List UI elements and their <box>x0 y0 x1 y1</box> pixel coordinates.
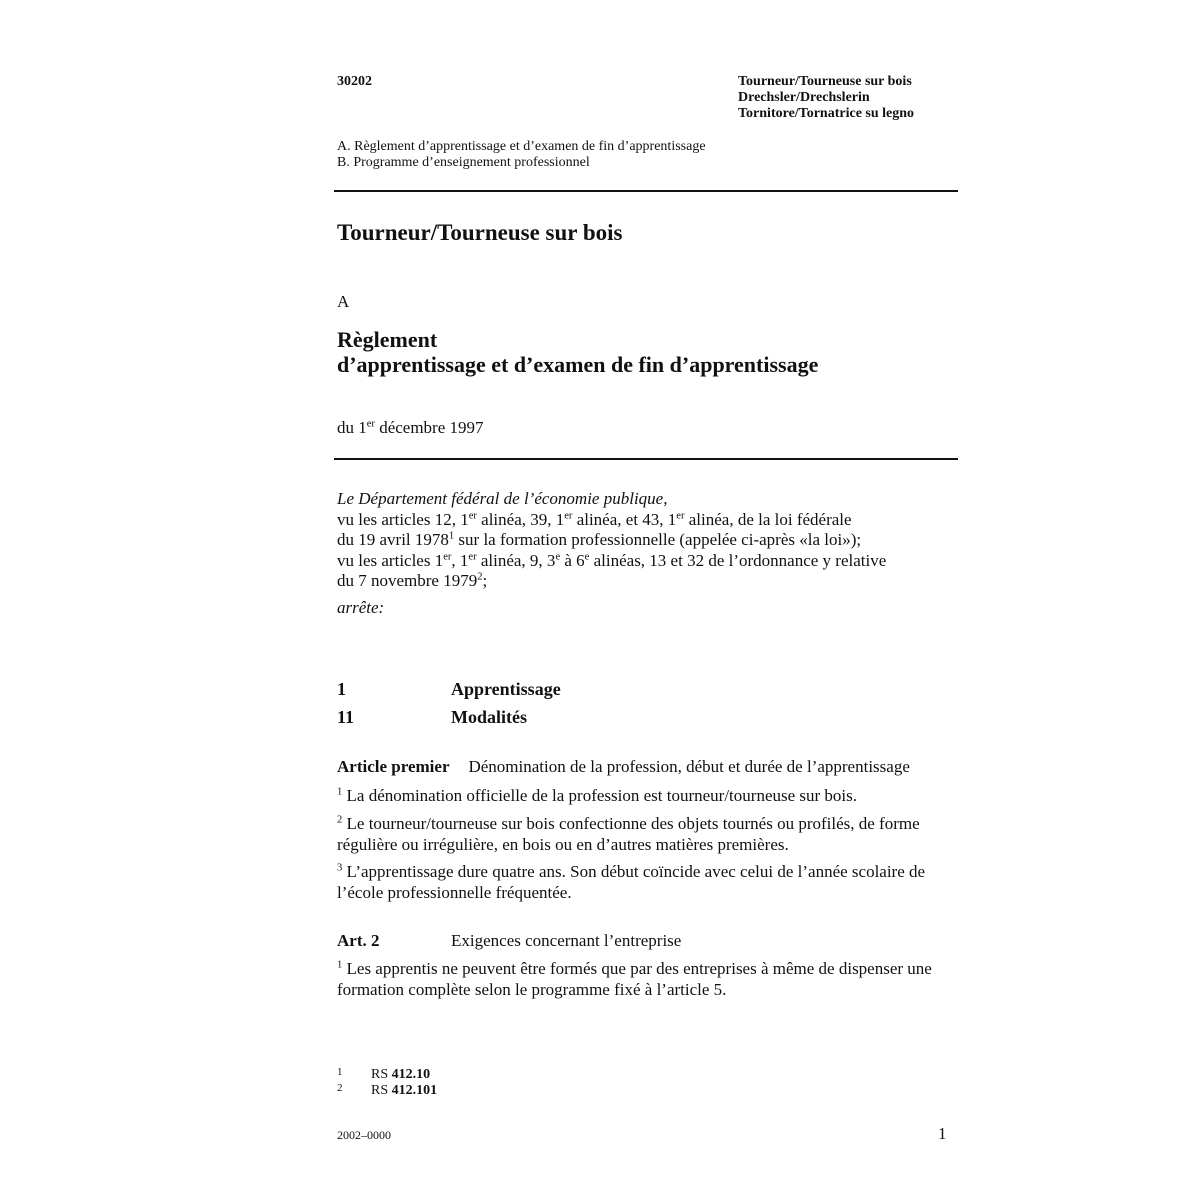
section-number: 11 <box>337 707 355 727</box>
footnote-ref: 1 <box>448 530 455 542</box>
title-german: Drechsler/Drechslerin <box>738 90 870 105</box>
footnote-ref: 2 <box>477 571 483 583</box>
footnote: 2 RS 412.101 <box>337 1082 438 1098</box>
preamble-line: du 7 novembre 1979$^2$; <box>337 571 488 590</box>
title-italian: Tornitore/Tornatrice su legno <box>738 106 915 121</box>
toc-item-a: A. Règlement d’apprentissage et d’examen de fin d’apprentissage <box>337 139 706 154</box>
subsection-heading <box>337 707 527 728</box>
section-title: Apprentissage <box>451 679 561 699</box>
title-french: Tourneur/Tourneuse sur bois <box>738 74 912 89</box>
article-label: Article premier <box>337 757 450 776</box>
decree: arrête: <box>337 597 385 617</box>
preamble <box>337 489 977 618</box>
page-number: 1 <box>938 1124 947 1143</box>
document-code: 30202 <box>337 74 372 89</box>
regulation-date: du 1er décembre 1997 <box>337 418 484 437</box>
preamble-line: du 19 avril 1978$^1$ sur la formation professionnelle (appelée ci-après «la loi»); <box>337 530 862 549</box>
toc-item-b: B. Programme d’enseignement professionnel <box>337 155 590 170</box>
regulation-title-line2: d’apprentissage et d’examen de fin d’apprentissage <box>337 352 819 377</box>
footer-code: 2002–0000 <box>337 1128 391 1142</box>
main-title: Tourneur/Tourneuse sur bois <box>337 220 623 245</box>
preamble-line: vu les articles 1er, 1er alinéa, 9, 3e à 6e alinéas, 13 et 32 de l’ordonnance y relative <box>337 550 887 570</box>
section-title: Modalités <box>451 707 527 727</box>
profession-titles <box>738 74 914 122</box>
authority: Le Département fédéral de l’économie publique, <box>337 489 668 508</box>
footnote: 1 RS 412.10 <box>337 1066 431 1082</box>
paragraph: $^1$ La dénomination officielle de la profession est tourneur/tourneuse sur bois. <box>337 786 858 805</box>
paragraph: $^2$ Le tourneur/tourneuse sur bois confectionne des objets tournés ou profilés, de forme régulière ou irrégulière, en bois ou en d’autres matières premières. <box>337 814 920 854</box>
article-label: Art. 2 <box>337 931 380 950</box>
paragraph: $^1$ Les apprentis ne peuvent être formés que par des entreprises à même de dispenser une formation complète selon le programme fixé à l’article 5. <box>337 959 932 999</box>
preamble-line: vu les articles 12, 1er alinéa, 39, 1er alinéa, et 43, 1er alinéa, de la loi fédérale <box>337 509 852 529</box>
part-letter: A <box>337 292 350 311</box>
article-title: Exigences concernant l’entreprise <box>451 931 682 950</box>
paragraph: $^3$ L’apprentissage dure quatre ans. Son début coïncide avec celui de l’année scolaire de l’école professionnelle fréquentée. <box>337 862 926 902</box>
article-heading <box>337 931 681 951</box>
regulation-title <box>337 327 818 377</box>
article-title: Dénomination de la profession, début et durée de l’apprentissage <box>468 757 910 776</box>
regulation-title-line1: Règlement <box>337 327 438 352</box>
divider-middle <box>334 458 958 460</box>
divider-top <box>334 190 958 192</box>
table-of-contents <box>337 139 706 171</box>
article-heading <box>337 757 910 777</box>
section-number: 1 <box>337 679 346 699</box>
section-heading <box>337 679 561 700</box>
